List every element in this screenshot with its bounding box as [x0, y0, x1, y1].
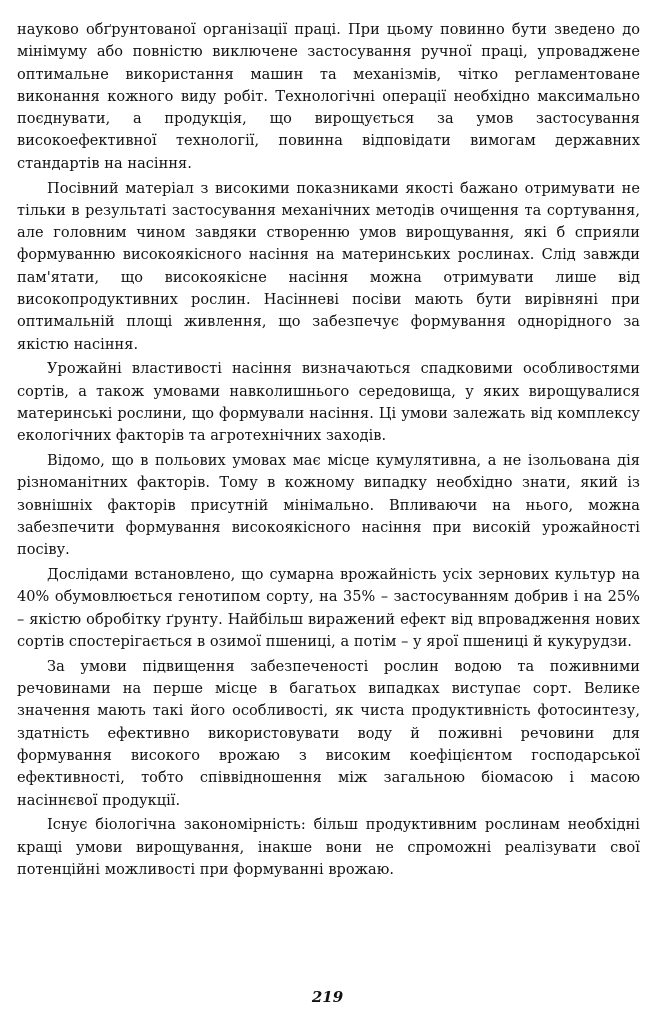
- paragraph-1: науково обґрунтованої організації праці. При цьому повинно бути зведено до мінімуму або повністю виключене застосування ручної праці, упроваджене оптимальне використання машин та механізмів, чітко регламентоване виконання кожного виду робіт. Технологічні операції необхідно максимально поєднувати, а продукція, що вирощується за умов застосування високоефективної технології, повинна відповідати вимогам державних стандартів на насіння.: [17, 22, 640, 172]
- paragraph-4: Відомо, що в польових умовах має місце кумулятивна, а не ізольована дія різноманітних факторів. Тому в кожному випадку необхідно знати, який із зовнішніх факторів присутній мінімально. Впливаючи на нього, можна забезпечити формування високоякісного насіння при високій урожайності посіву.: [17, 453, 640, 559]
- paragraph-6: За умови підвищення забезпеченості рослин водою та поживними речовинами на перше місце в багатьох випадках виступає сорт. Велике значення мають такі його особливості, як чиста продуктивність фотосинтезу, здатність ефективно використовувати воду й поживні речовини для формування високого врожаю з високим коефіцієнтом господарської ефективності, тобто співвідношення між загальною біомасою і масою насіннєвої продукції.: [17, 658, 640, 809]
- paragraph-5: Дослідами встановлено, що сумарна врожайність усіх зернових культур на 40% обумовлюється генотипом сорту, на 35% – застосуванням добрив і на 25% – якістю обробітку ґрунту. Найбільш виражений ефект від впровадження нових сортів спостерігається в озимої пшениці, а потім – у ярої пшениці й кукурудзи.: [17, 567, 640, 651]
- paragraph-3: Урожайні властивості насіння визначаються спадковими особливостями сортів, а також умовами навколишнього середовища, у яких вирощувалися материнські рослини, що формували насіння. Ці умови залежать від комплексу екологічних факторів та агротехнічних заходів.: [17, 361, 640, 445]
- paragraph-2: Посівний матеріал з високими показниками якості бажано отримувати не тільки в результаті застосування механічних методів очищення та сортування, але головним чином завдяки створенню умов вирощування, які б сприяли формуванню високоякісного насіння на материнських рослинах. Слід завжди пам'ятати, що високоякісне насіння можна отримувати лише від високопродуктивних рослин. Насінневі посіви мають бути вирівняні при оптимальній площі живлення, що забезпечує формування однорідного за якістю насіння.: [17, 180, 640, 353]
- paragraph-7: Існує біологічна закономірність: більш продуктивним рослинам необхідні кращі умови вирощування, інакше вони не спроможні реалізувати свої потенційні можливості при формуванні врожаю.: [17, 817, 640, 878]
- page-number: 219: [311, 988, 344, 1006]
- body-text: [17, 19, 640, 884]
